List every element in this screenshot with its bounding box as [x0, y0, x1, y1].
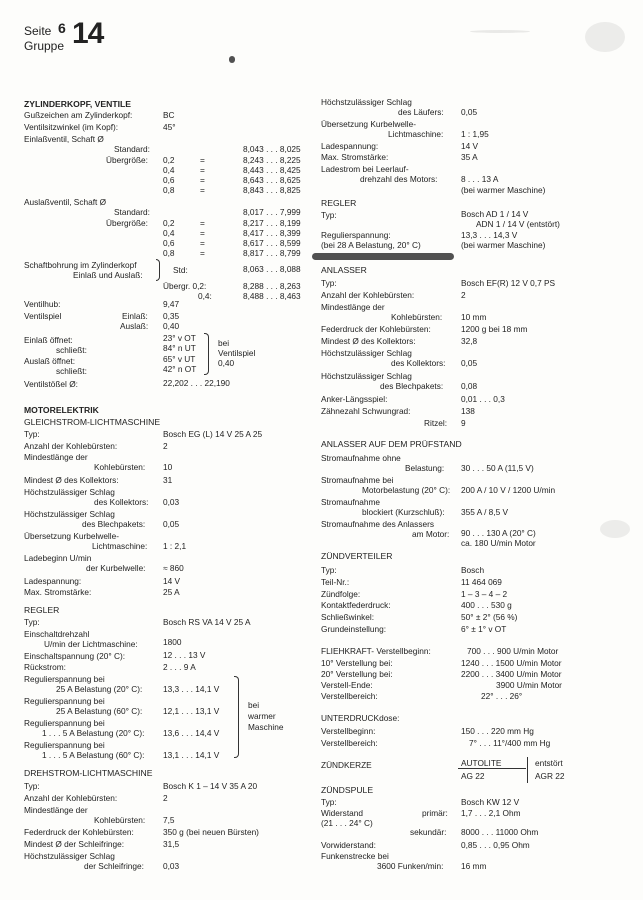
value: 3900 U/min Motor	[496, 680, 562, 690]
label: Höchstzulässiger Schlag	[24, 487, 115, 497]
label: Einlaßventil, Schaft Ø	[24, 134, 104, 144]
value: 11 464 069	[461, 577, 502, 587]
value: Bosch KW 12 V	[461, 797, 520, 807]
label: schließt:	[56, 366, 87, 376]
label: Funkenstrecke bei	[321, 851, 389, 861]
label: FLIEHKRAFT- Verstellbeginn:	[321, 646, 431, 656]
value: 7° . . . 11°/400 mm Hg	[469, 738, 551, 748]
note: 0,40	[218, 358, 235, 368]
value: Bosch	[461, 565, 485, 575]
note: bei	[218, 338, 230, 348]
label: Höchstzulässiger Schlag	[24, 851, 115, 861]
label: Lichtmaschine:	[92, 541, 148, 551]
value: 8,617 . . . 8,599	[243, 238, 301, 248]
value: 45°	[163, 122, 176, 132]
label: Verstellbereich:	[321, 691, 378, 701]
ink-smear	[312, 253, 454, 260]
value: (bei warmer Maschine)	[461, 240, 546, 250]
value: 65° v UT	[163, 354, 196, 364]
subsection-title: GLEICHSTROM-LICHTMASCHINE	[24, 417, 161, 427]
label: Gußzeichen am Zylinderkopf:	[24, 110, 133, 120]
value: 200 A / 10 V / 1200 U/min	[461, 485, 556, 495]
value: AG 22	[461, 771, 485, 781]
label: Stromaufnahme ohne	[321, 453, 401, 463]
value: 0,01 . . . 0,3	[461, 394, 505, 404]
label: Lichtmaschine:	[388, 129, 444, 139]
label: Regulierspannung bei	[24, 696, 105, 706]
value: 1240 . . . 1500 U/min Motor	[461, 658, 562, 668]
subsection-title: DREHSTROM-LICHTMASCHINE	[24, 768, 153, 778]
label: Std:	[173, 265, 188, 275]
label: Anzahl der Kohlebürsten:	[24, 441, 118, 451]
value: 30 . . . 50 A (11,5 V)	[461, 463, 534, 473]
label: des Kollektors:	[94, 497, 149, 507]
label: Übergr. 0,2:	[163, 281, 207, 291]
value: Bosch RS VA 14 V 25 A	[163, 617, 251, 627]
label: Typ:	[321, 565, 337, 575]
value: 0,08	[461, 381, 478, 391]
value: 7,5	[163, 815, 175, 825]
value: 90 . . . 130 A (20° C)	[461, 528, 536, 538]
value: 8,288 . . . 8,263	[243, 281, 301, 291]
label: Einschaltdrehzahl	[24, 629, 90, 639]
label: Höchstzulässiger Schlag	[321, 97, 412, 107]
value: Bosch EF(R) 12 V 0,7 PS	[461, 278, 556, 288]
value: 150 . . . 220 mm Hg	[461, 726, 534, 736]
note: Maschine	[248, 722, 284, 732]
label: Regulierspannung:	[321, 230, 391, 240]
label: Anzahl der Kohlebürsten:	[321, 290, 415, 300]
value: 1,7 . . . 2,1 Ohm	[461, 808, 521, 818]
label: Schließwinkel:	[321, 612, 375, 622]
label: Regulierspannung bei	[24, 674, 105, 684]
label: Federdruck der Kohlebürsten:	[321, 324, 431, 334]
value: 25 A	[163, 587, 180, 597]
label: Typ:	[24, 617, 40, 627]
divider	[458, 768, 526, 769]
subsection-title: REGLER	[24, 605, 60, 615]
value: 0,35	[163, 311, 180, 321]
label: (bei 28 A Belastung, 20° C)	[321, 240, 421, 250]
label: Anzahl der Kohlebürsten:	[24, 793, 118, 803]
value: 31,5	[163, 839, 180, 849]
label: Ladebeginn U/min	[24, 553, 92, 563]
value: 0,6	[163, 175, 175, 185]
label: Ladespannung:	[24, 576, 82, 586]
value: 10	[163, 462, 173, 472]
label: sekundär:	[410, 827, 447, 837]
label: Einlaß und Auslaß:	[73, 270, 143, 280]
value: 8,017 . . . 7,999	[243, 207, 301, 217]
equals: =	[200, 185, 205, 195]
label: Kohlebürsten:	[94, 815, 146, 825]
label: des Läufers:	[398, 107, 444, 117]
label: UNTERDRUCKdose:	[321, 713, 400, 723]
value: 14 V	[163, 576, 181, 586]
value: 8000 . . . 11000 Ohm	[461, 827, 539, 837]
value: 1 – 3 – 4 – 2	[461, 589, 508, 599]
value: 8,843 . . . 8,825	[243, 185, 301, 195]
value: (bei warmer Maschine)	[461, 185, 546, 195]
equals: =	[200, 155, 205, 165]
label: Ventilhub:	[24, 299, 61, 309]
value: 350 g (bei neuen Bürsten)	[163, 827, 259, 837]
label: Rückstrom:	[24, 662, 66, 672]
label: Ventilstößel Ø:	[24, 379, 78, 389]
label: Kontaktfederdruck:	[321, 600, 391, 610]
label: Widerstand	[321, 808, 363, 818]
seite-label: Seite	[24, 24, 52, 38]
label: Übergröße:	[106, 218, 148, 228]
subsection-title: ZÜNDVERTEILER	[321, 551, 393, 561]
label: Höchstzulässiger Schlag	[321, 348, 412, 358]
label: Einlaß:	[122, 311, 148, 321]
value: 14 V	[461, 141, 479, 151]
label: 0,4:	[198, 291, 212, 301]
label: Mindest Ø der Schleifringe:	[24, 839, 125, 849]
label: Mindest Ø des Kollektors:	[24, 475, 119, 485]
value: 2	[163, 441, 168, 451]
label: Typ:	[24, 781, 40, 791]
label: Typ:	[24, 429, 40, 439]
value: 31	[163, 475, 173, 485]
value: 0,4	[163, 165, 175, 175]
note: warmer	[248, 711, 276, 721]
value: 0,03	[163, 861, 180, 871]
value: 138	[461, 406, 475, 416]
subsection-title: ANLASSER	[321, 265, 367, 275]
label: Zähnezahl Schwungrad:	[321, 406, 411, 416]
subsection-title: ANLASSER AUF DEM PRÜFSTAND	[321, 439, 462, 449]
label: 25 A Belastung (60° C):	[56, 706, 143, 716]
value: 1 : 2,1	[163, 541, 187, 551]
value: 8,817 . . . 8,799	[243, 248, 301, 258]
value: 2 . . . 9 A	[163, 662, 196, 672]
label: Max. Stromstärke:	[24, 587, 92, 597]
label: ZÜNDKERZE	[321, 760, 372, 770]
label: Zündfolge:	[321, 589, 361, 599]
label: Ritzel:	[424, 418, 448, 428]
value: 35 A	[461, 152, 478, 162]
value: 6° ± 1° v OT	[461, 624, 507, 634]
scan-noise	[600, 520, 630, 538]
label: Ladespannung:	[321, 141, 379, 151]
label: Grundeinstellung:	[321, 624, 387, 634]
label: 25 A Belastung (20° C):	[56, 684, 143, 694]
gruppe-label: Gruppe	[24, 39, 65, 53]
label: Ventilsitzwinkel (im Kopf):	[24, 122, 119, 132]
value: 8 . . . 13 A	[461, 174, 499, 184]
label: Max. Stromstärke:	[321, 152, 389, 162]
label: am Motor:	[412, 529, 450, 539]
value: 0,05	[461, 358, 478, 368]
label: primär:	[422, 808, 448, 818]
label: Schaftbohrung im Zylinderkopf	[24, 260, 137, 270]
label: der Schleifringe:	[84, 861, 144, 871]
equals: =	[200, 218, 205, 228]
value: AUTOLITE	[461, 758, 502, 768]
label: Stromaufnahme	[321, 497, 381, 507]
label: Regulierspannung bei	[24, 740, 105, 750]
value: 0,85 . . . 0,95 Ohm	[461, 840, 530, 850]
value: Bosch EG (L) 14 V 25 A 25	[163, 429, 263, 439]
label: Motorbelastung (20° C):	[362, 485, 451, 495]
value: 1 : 1,95	[461, 129, 489, 139]
label: des Blechpakets:	[380, 381, 444, 391]
label: Verstell-Ende:	[321, 680, 373, 690]
label: 20° Verstellung bei:	[321, 669, 393, 679]
label: Höchstzulässiger Schlag	[321, 371, 412, 381]
equals: =	[200, 228, 205, 238]
value: 8,443 . . . 8,425	[243, 165, 301, 175]
note: bei	[248, 700, 260, 710]
equals: =	[200, 248, 205, 258]
label: Regulierspannung bei	[24, 718, 105, 728]
value: 0,8	[163, 248, 175, 258]
label: blockiert (Kurzschluß):	[362, 507, 445, 517]
label: Typ:	[321, 278, 337, 288]
label: U/min der Lichtmaschine:	[44, 639, 138, 649]
value: 13,6 . . . 14,4 V	[163, 728, 220, 738]
value: 0,40	[163, 321, 180, 331]
value: 8,417 . . . 8,399	[243, 228, 301, 238]
value: 12 . . . 13 V	[163, 650, 206, 660]
value: entstört	[535, 758, 563, 768]
label: Standard:	[114, 207, 150, 217]
label: Vorwiderstand:	[321, 840, 376, 850]
label: Verstellbereich:	[321, 738, 378, 748]
value: 8,488 . . . 8,463	[243, 291, 301, 301]
label: (21 . . . 24° C)	[321, 818, 373, 828]
value: 12,1 . . . 13,1 V	[163, 706, 220, 716]
brace	[204, 333, 209, 375]
value: 13,3 . . . 14,1 V	[163, 684, 220, 694]
value: 400 . . . 530 g	[461, 600, 512, 610]
value: 32,8	[461, 336, 478, 346]
label: des Kollektors:	[391, 358, 446, 368]
brace	[156, 259, 160, 281]
value: 13,1 . . . 14,1 V	[163, 750, 220, 760]
equals: =	[200, 238, 205, 248]
value: 0,05	[163, 519, 180, 529]
label: 1 . . . 5 A Belastung (60° C):	[42, 750, 145, 760]
subsection-title: REGLER	[321, 198, 357, 208]
label: Übersetzung Kurbelwelle-	[24, 531, 120, 541]
scan-noise	[470, 30, 530, 33]
value: 9	[461, 418, 466, 428]
ink-spot	[229, 56, 235, 63]
section-title-motorelektrik: MOTORELEKTRIK	[24, 405, 99, 415]
value: 0,2	[163, 218, 175, 228]
value: 8,643 . . . 8,625	[243, 175, 301, 185]
value: 700 . . . 900 U/min Motor	[467, 646, 559, 656]
label: 3600 Funken/min:	[377, 861, 444, 871]
gruppe-number: 14	[72, 17, 104, 50]
value: 16 mm	[461, 861, 487, 871]
label: Typ:	[321, 210, 337, 220]
section-title-zylinderkopf: ZYLINDERKOPF, VENTILE	[24, 99, 131, 109]
value: 2	[461, 290, 466, 300]
value: 0,4	[163, 228, 175, 238]
value: 23° v OT	[163, 333, 196, 343]
label: Mindestlänge der	[24, 805, 88, 815]
label: Kohlebürsten:	[94, 462, 146, 472]
label: Übergröße:	[106, 155, 148, 165]
divider	[527, 757, 528, 783]
value: ≈ 860	[163, 563, 184, 573]
label: Ventilspiel	[24, 311, 62, 321]
note: Ventilspiel	[218, 348, 256, 358]
label: Mindest Ø des Kollektors:	[321, 336, 416, 346]
value: 2	[163, 793, 168, 803]
value: 2200 . . . 3400 U/min Motor	[461, 669, 562, 679]
label: der Kurbelwelle:	[86, 563, 146, 573]
label: Typ:	[321, 797, 337, 807]
value: 8,043 . . . 8,025	[243, 144, 301, 154]
value: AGR 22	[535, 771, 565, 781]
value: 8,217 . . . 8,199	[243, 218, 301, 228]
value: 1800	[163, 637, 182, 647]
seite-number: 6	[58, 20, 66, 36]
label: Standard:	[114, 144, 150, 154]
label: Verstellbeginn:	[321, 726, 376, 736]
label: Federdruck der Kohlebürsten:	[24, 827, 134, 837]
value: 0,8	[163, 185, 175, 195]
label: Stromaufnahme bei	[321, 475, 394, 485]
value: 13,3 . . . 14,3 V	[461, 230, 518, 240]
label: des Blechpakets:	[82, 519, 146, 529]
value: ca. 180 U/min Motor	[461, 538, 536, 548]
equals: =	[200, 165, 205, 175]
label: Mindestlänge der	[321, 302, 385, 312]
subsection-title: ZÜNDSPULE	[321, 785, 374, 795]
label: Auslaßventil, Schaft Ø	[24, 197, 107, 207]
value: 50° ± 2° (56 %)	[461, 612, 518, 622]
label: drehzahl des Motors:	[360, 174, 438, 184]
value: 1200 g bei 18 mm	[461, 324, 528, 334]
value: BC	[163, 110, 175, 120]
label: Höchstzulässiger Schlag	[24, 509, 115, 519]
label: Anker-Längsspiel:	[321, 394, 388, 404]
value: 9,47	[163, 299, 180, 309]
value: 22,202 . . . 22,190	[163, 378, 230, 388]
label: Auslaß öffnet:	[24, 356, 76, 366]
scan-noise	[585, 22, 625, 52]
equals: =	[200, 175, 205, 185]
value: 0,05	[461, 107, 478, 117]
label: 10° Verstellung bei:	[321, 658, 393, 668]
brace	[234, 676, 239, 758]
label: Teil-Nr.:	[321, 577, 350, 587]
label: schließt:	[56, 345, 87, 355]
label: Ladestrom bei Leerlauf-	[321, 164, 409, 174]
label: Einlaß öffnet:	[24, 335, 73, 345]
label: Einschaltspannung (20° C):	[24, 651, 126, 661]
value: 355 A / 8,5 V	[461, 507, 509, 517]
value: Bosch AD 1 / 14 V	[461, 209, 529, 219]
label: Kohlebürsten:	[391, 312, 443, 322]
value: 8,063 . . . 8,088	[243, 264, 301, 274]
value: 0,2	[163, 155, 175, 165]
label: Mindestlänge der	[24, 452, 88, 462]
value: Bosch K 1 – 14 V 35 A 20	[163, 781, 258, 791]
label: Auslaß:	[120, 321, 149, 331]
value: 42° n OT	[163, 364, 197, 374]
value: 84° n UT	[163, 343, 196, 353]
value: ADN 1 / 14 V (entstört)	[476, 219, 560, 229]
value: 8,243 . . . 8,225	[243, 155, 301, 165]
label: Belastung:	[405, 463, 445, 473]
label: Übersetzung Kurbelwelle-	[321, 119, 417, 129]
value: 0,6	[163, 238, 175, 248]
label: 1 . . . 5 A Belastung (20° C):	[42, 728, 145, 738]
value: 0,03	[163, 497, 180, 507]
label: Stromaufnahme des Anlassers	[321, 519, 434, 529]
value: 10 mm	[461, 312, 487, 322]
value: 22° . . . 26°	[481, 691, 523, 701]
